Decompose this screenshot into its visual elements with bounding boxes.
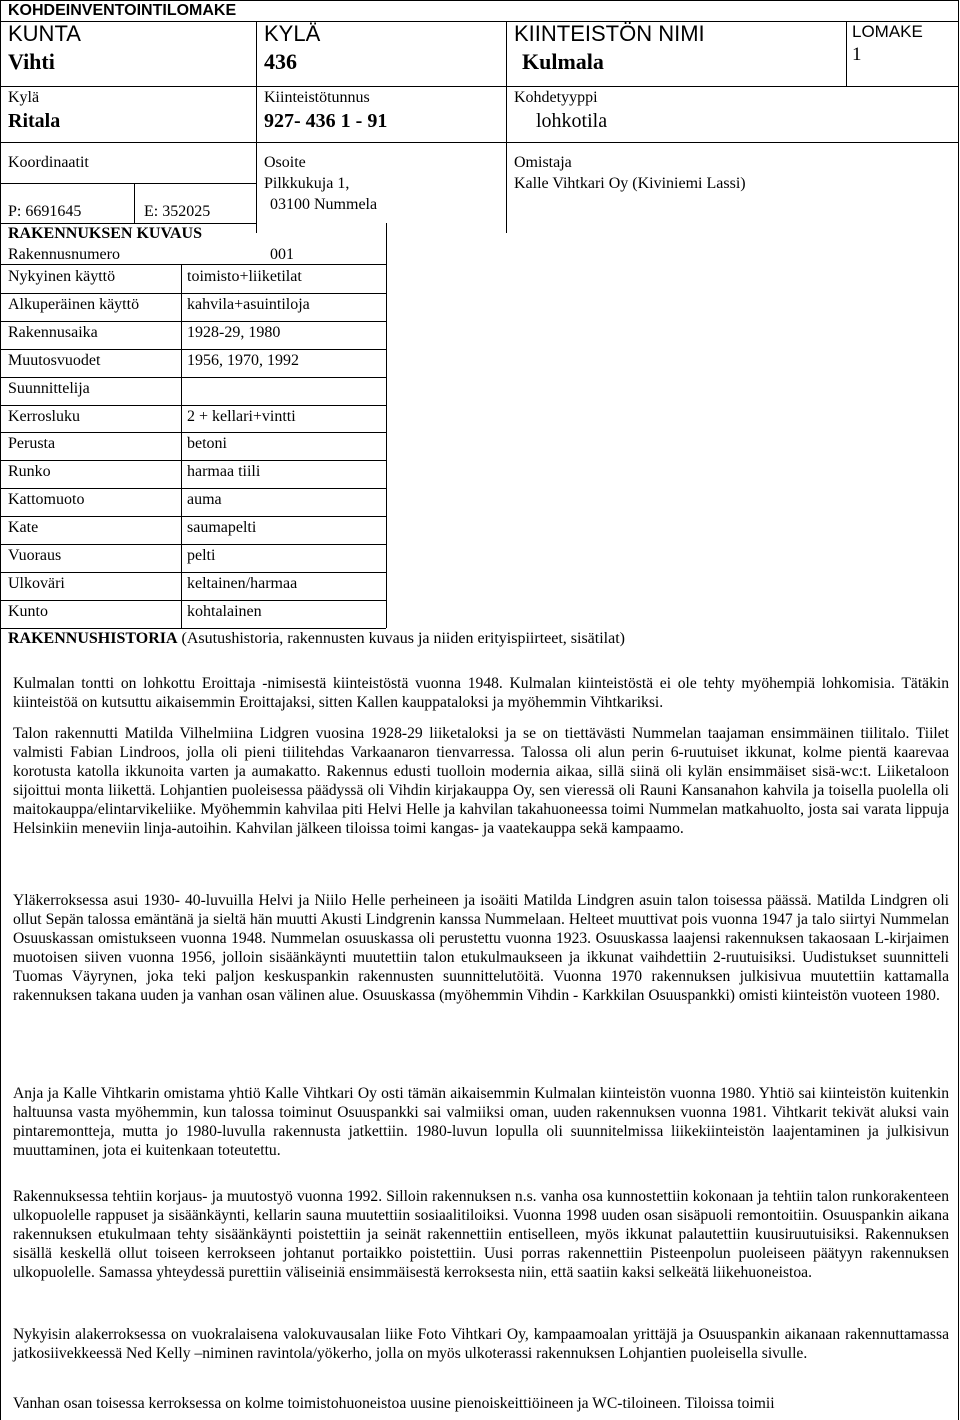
building-row-value: 1956, 1970, 1992: [187, 352, 299, 369]
history-paragraph: Rakennuksessa tehtiin korjaus- ja muutostyö vuonna 1992. Silloin rakennuksen n.s. vanha osa kunnostettiin kokonaan ja tehtiin talon runkorakenteen ulkopuolelle rappuset ja sisäänkäynti, kellarin sauna muutettiin sosiaalitiloiksi. Vuonna 1998 uuden osan sisäpuoli remontoitiin. Osuuspankin aikana rakennuksen etukulmaan tehty sisäänkäynti poistettiin ja seinät rakennettiin entiselleen, myös ikkunat palautettiin kuusiruutuisiksi. Rakennuksen sisällä keskellä ollut toiseen kerrokseen johtanut portaikko poistettiin. Uusi porras rakennettiin Pisteenpolun puoleiseen päätyyn rakennuksen ulkopuolelle. Samassa yhteydessä purettiin väliseiniä ensimmäisestä kerroksesta niin, että saatiin kaksi selkeätä liikehuoneistoa.: [13, 1188, 949, 1281]
kiinteiston-nimi-label: KIINTEISTÖN NIMI: [514, 21, 705, 46]
building-number-divider: [0, 264, 386, 265]
lomake-label: LOMAKE: [852, 22, 923, 41]
koordinaatit-divider: [0, 183, 256, 184]
building-row-divider: [0, 405, 386, 406]
kyla-small-value: Ritala: [8, 110, 61, 132]
history-title-rest: (Asutushistoria, rakennusten kuvaus ja niiden erityispiirteet, sisätilat): [177, 630, 625, 647]
history-paragraph: Anja ja Kalle Vihtkarin omistama yhtiö Kalle Vihtkari Oy osti tämän aikaisemmin Kulmalan kiinteistön vuonna 1980. Yhtiö sai kiinteistön kuitenkin haltuunsa vasta myöhemmin, kun talossa toiminut Osuuspankki sai valmiiksi oman, uuden rakennuksen vuonna 1981. Vihtkarit tekivät aluksi vain pintaremontteja, mutta jo 1980-luvulla rakennusta jatkettiin. 1980-luvun lopulla oli suunnitelmissa liikekiinteistön laajentaminen ja julkisivun muuttaminen, jota ei kuitenkaan toteutettu.: [13, 1085, 949, 1159]
building-row-divider: [0, 321, 386, 322]
kiinteiston-nimi-value: Kulmala: [522, 49, 604, 74]
osoite-line2: 03100 Nummela: [270, 196, 378, 213]
header-row1-divider: [0, 86, 959, 87]
kunta-value: Vihti: [8, 49, 55, 74]
e-coordinate: E: 352025: [144, 203, 211, 220]
building-row-label: Alkuperäinen käyttö: [8, 296, 140, 313]
building-row-label: Ulkoväri: [8, 575, 65, 592]
building-row-value: kahvila+asuintiloja: [187, 296, 310, 313]
history-paragraph: Talon rakennutti Matilda Vilhelmiina Lidgren vuosina 1928-29 liiketaloksi ja se on tiettävästi Nummelan taajaman ensimmäinen tiilitalo. Tiilet valmisti Fabian Lindroos, jolla oli pieni tiilitehdas Varkaanaron tienvarressa. Talossa oli alun perin 6-ruutuiset ikkunat, kolme pientä kaarevaa korotusta katolla ikkunoita varten ja aumakatto. Rakennus edusti tuolloin modernia aikaa, sillä siinä oli kylän ensimmäiset sisä-wc:t. Liiketaloon sijoittui monta liikettä. Lohjantien puoleisessa päädyssä oli Vihdin kirjakauppa Oy, sen vieressä oli Rauni Kansanahon kahvila ja toisella puolella oli maitokauppa/elintarvikeliike. Myöhemmin kahvilaa piti Helvi Helle ja kahvilan takahuoneessa toimi Nummelan matkahuolto, josta sai varata lippuja Helsinkiin meneviin linja-autoihin. Kahvilan jälkeen tiloissa toimi kangas- ja vaatekauppa sekä kampaamo.: [13, 725, 949, 837]
kunta-label: KUNTA: [8, 21, 81, 46]
building-row-value: saumapelti: [187, 519, 257, 536]
kohdetyyppi-label: Kohdetyyppi: [514, 89, 598, 106]
building-row-divider: [0, 488, 386, 489]
header-row2-divider: [0, 142, 959, 143]
building-row-label: Perusta: [8, 435, 56, 452]
building-row-value: pelti: [187, 547, 216, 564]
kyla-small-label: Kylä: [8, 89, 40, 106]
col-divider-2: [506, 21, 507, 233]
building-row-divider: [0, 600, 386, 601]
kyla-label: KYLÄ: [264, 21, 321, 46]
building-row-divider: [0, 293, 386, 294]
col-divider-3: [846, 21, 847, 87]
kiinteistotunnus-label: Kiinteistötunnus: [264, 89, 370, 106]
building-section-title: RAKENNUKSEN KUVAUS: [8, 225, 202, 242]
frame-left-border: [0, 0, 1, 1420]
kohdetyyppi-value: lohkotila: [536, 110, 608, 132]
building-row-divider: [0, 460, 386, 461]
lomake-value: 1: [852, 44, 862, 65]
frame-right-border: [958, 0, 959, 1420]
osoite-label: Osoite: [264, 154, 306, 171]
rakennusnumero-label: Rakennusnumero: [8, 246, 120, 263]
building-row-value: harmaa tiili: [187, 463, 261, 480]
building-right-border: [386, 223, 387, 628]
building-row-value: toimisto+liiketilat: [187, 268, 302, 285]
koordinaatit-label: Koordinaatit: [8, 154, 89, 171]
building-row-label: Kerrosluku: [8, 408, 80, 425]
building-row-divider: [0, 349, 386, 350]
building-row-value: kohtalainen: [187, 603, 262, 620]
building-column-divider: [181, 265, 182, 628]
history-paragraph: Vanhan osan toisessa kerroksessa on kolme toimistohuoneistoa uusine pienoiskeittiöineen ja WC-tiloineen. Tiloissa toimii: [13, 1395, 775, 1412]
omistaja-value: Kalle Vihtkari Oy (Kiviniemi Lassi): [514, 175, 746, 192]
building-row-label: Muutosvuodet: [8, 352, 101, 369]
building-row-divider: [0, 432, 386, 433]
omistaja-label: Omistaja: [514, 154, 572, 171]
building-row-label: Rakennusaika: [8, 324, 98, 341]
building-row-divider: [0, 377, 386, 378]
building-row-value: auma: [187, 491, 222, 508]
form-title: KOHDEINVENTOINTILOMAKE: [8, 2, 237, 19]
kyla-value: 436: [264, 49, 297, 74]
p-coordinate: P: 6691645: [8, 203, 82, 220]
building-row-label: Kate: [8, 519, 39, 536]
building-row-label: Kunto: [8, 603, 48, 620]
rakennusnumero-value: 001: [270, 246, 294, 263]
building-row-label: Runko: [8, 463, 51, 480]
building-row-divider: [0, 516, 386, 517]
pe-divider: [134, 183, 135, 223]
history-paragraph: Nykyisin alakerroksessa on vuokralaisena valokuvausalan liike Foto Vihtkari Oy, kampaamoalan yrittäjä ja Osuuspankin aikanaan rakennuttamassa jatkosiivekkeessä Ned Kelly –niminen ravintola/yökerho, jolla on myös ulkoterassi rakennuksen Lohjantien puoleisella sivulle.: [13, 1326, 949, 1362]
history-title-bold: RAKENNUSHISTORIA: [8, 630, 178, 647]
building-row-label: Kattomuoto: [8, 491, 85, 508]
building-row-label: Nykyinen käyttö: [8, 268, 116, 285]
history-title: [8, 629, 625, 649]
building-row-divider: [0, 544, 386, 545]
title-divider: [0, 21, 959, 22]
building-row-value: 1928-29, 1980: [187, 324, 281, 341]
building-row-value: keltainen/harmaa: [187, 575, 298, 592]
building-row-value: betoni: [187, 435, 227, 452]
col-divider-1: [256, 21, 257, 233]
building-row-value: 2 + kellari+vintti: [187, 408, 296, 425]
building-row-divider: [0, 572, 386, 573]
history-paragraph: Yläkerroksessa asui 1930- 40-luvuilla Helvi ja Niilo Helle perheineen ja isoäiti Matilda Lindgren asuin talon toisessa päässä. Matilda Lindgren oli ollut Sepän talossa emäntänä ja sieltä hän muutti Akusti Lindgrenin kanssa Nummelaan. Helteet muuttivat pois vuonna 1947 ja talo siirtyi Nummelan Osuuskassan omistukseen vuonna 1948. Nummelan osuuskassa oli perustettu vuonna 1923. Osuuskassa laajensi rakennuksen takaosaan L-kirjaimen muotoisen siiven vuonna 1956, jolloin sisäänkäynti muutettiin talon etukulmaukseen ja ikkunat vaihdettiin 2-ruutuisiksi. Uudistukset suunnitteli Tuomas Väyrynen, joka teki paljon keskuspankin rakennusten suunnittelutöitä. Vuonna 1970 rakennuksen julkisivua muutettiin kattamalla rakennuksen takana uuden ja vanhan osan välinen alue. Osuuskassa (myöhemmin Vihdin - Karkkilan Osuuspankki) omisti kiinteistön vuoteen 1980.: [13, 892, 949, 1004]
building-row-label: Vuoraus: [8, 547, 62, 564]
kiinteistotunnus-value: 927- 436 1 - 91: [264, 110, 388, 132]
history-paragraph: Kulmalan tontti on lohkottu Eroittaja -nimisestä kiinteistöstä vuonna 1948. Kulmalan kiinteistöstä ei ole tehty myöhempiä lohkomisia. Tätäkin kiinteistöä on kutsuttu aikaisemmin Eroittajaksi, sitten Kallen kauppataloksi ja myöhemmin Vihtkariksi.: [13, 675, 949, 711]
osoite-line1: Pilkkukuja 1,: [264, 175, 350, 192]
building-row-label: Suunnittelija: [8, 380, 90, 397]
